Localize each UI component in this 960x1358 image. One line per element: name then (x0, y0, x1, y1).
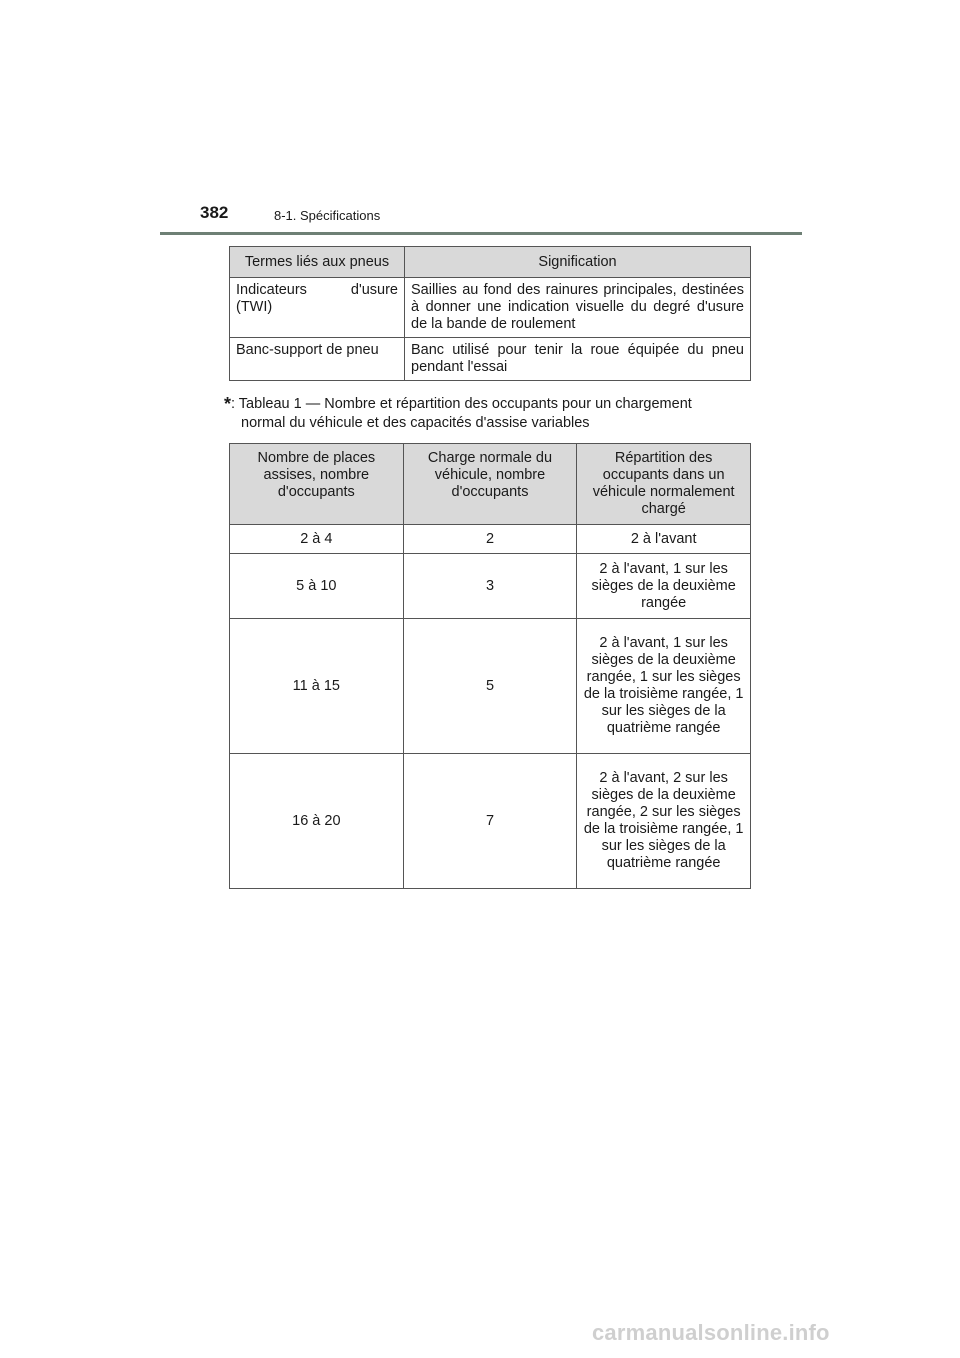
watermark-text: carmanualsonline.info (592, 1320, 830, 1345)
seating-cell: 16 à 20 (230, 754, 404, 889)
load-cell: 3 (403, 554, 577, 619)
load-cell: 2 (403, 525, 577, 554)
header-divider (160, 232, 802, 235)
distribution-cell: 2 à l'avant, 1 sur les sièges de la deuxième rangée, 1 sur les sièges de la troisième rangée, 1 sur les sièges de la quatrième rangée (577, 619, 751, 754)
occupant-distribution-table (229, 443, 751, 889)
table-header-row (230, 444, 751, 525)
section-title: 8-1. Spécifications (274, 208, 381, 223)
table-row (230, 754, 751, 889)
tire-terms-table (229, 246, 751, 381)
term-cell: Indicateurs d'usure (TWI) (230, 278, 405, 338)
meaning-cell: Saillies au fond des rainures principales, destinées à donner une indication visuelle du degré d'usure de la bande de roulement (405, 278, 751, 338)
seating-cell: 5 à 10 (230, 554, 404, 619)
table-row (230, 278, 751, 338)
column-header-distribution: Répartition des occupants dans un véhicule normalement chargé (577, 444, 751, 525)
meaning-cell: Banc utilisé pour tenir la roue équipée du pneu pendant l'essai (405, 338, 751, 381)
column-header-meaning: Signification (405, 247, 751, 278)
distribution-cell: 2 à l'avant (577, 525, 751, 554)
footnote (224, 395, 750, 433)
footnote-marker: * (224, 394, 232, 414)
page-number: 382 (200, 203, 229, 222)
table-row (230, 554, 751, 619)
load-cell: 7 (403, 754, 577, 889)
load-cell: 5 (403, 619, 577, 754)
column-header-normal-load: Charge normale du véhicule, nombre d'occupants (403, 444, 577, 525)
footnote-line-2: normal du véhicule et des capacités d'assise variables (241, 415, 590, 431)
seating-cell: 11 à 15 (230, 619, 404, 754)
table-header-row (230, 247, 751, 278)
distribution-cell: 2 à l'avant, 2 sur les sièges de la deuxième rangée, 2 sur les sièges de la troisième rangée, 1 sur les sièges de la quatrième rangée (577, 754, 751, 889)
column-header-term: Termes liés aux pneus (230, 247, 405, 278)
term-cell: Banc-support de pneu (230, 338, 405, 381)
table-row (230, 338, 751, 381)
distribution-cell: 2 à l'avant, 1 sur les sièges de la deuxième rangée (577, 554, 751, 619)
seating-cell: 2 à 4 (230, 525, 404, 554)
table-row (230, 525, 751, 554)
table-row (230, 619, 751, 754)
footnote-line-1: : Tableau 1 — Nombre et répartition des occupants pour un chargement (231, 396, 692, 412)
column-header-seating-capacity: Nombre de places assises, nombre d'occupants (230, 444, 404, 525)
